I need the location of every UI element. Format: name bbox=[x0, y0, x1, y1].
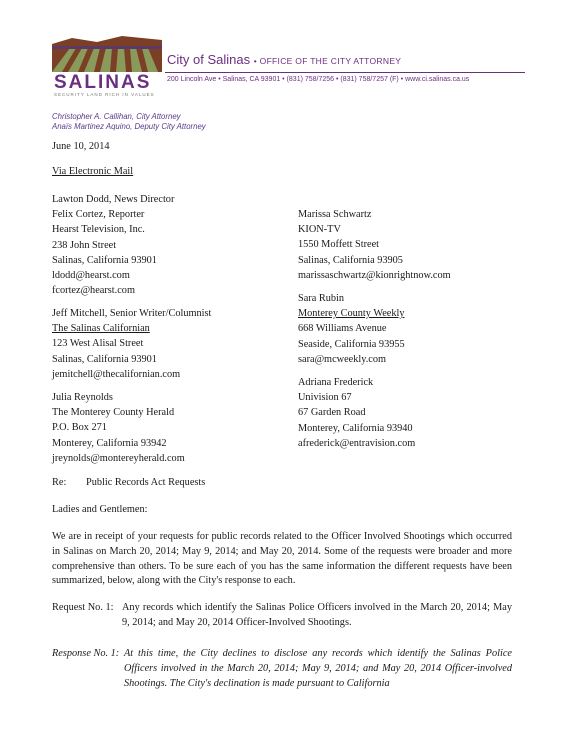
recipient-line: 238 John Street bbox=[52, 239, 117, 251]
recipient-line: Sara Rubin bbox=[298, 293, 345, 304]
recipient-line: Adriana Frederick bbox=[298, 377, 374, 388]
recipient-line: sara@mcweekly.com bbox=[298, 353, 387, 365]
recipient-line: Julia Reynolds bbox=[52, 392, 113, 403]
recipient-line: 668 Williams Avenue bbox=[298, 323, 387, 335]
recipient-line: Univision 67 bbox=[298, 392, 352, 404]
recipient-line: The Monterey County Herald bbox=[52, 407, 175, 419]
recipient-line: Seaside, California 93955 bbox=[298, 338, 405, 350]
attorney-line: Christopher A. Callihan, City Attorney bbox=[52, 112, 181, 121]
re-subject: Public Records Act Requests bbox=[86, 477, 206, 488]
recipient-line: Monterey, California 93942 bbox=[52, 437, 167, 449]
recipient-block bbox=[298, 207, 451, 283]
recipient-line: afrederick@entravision.com bbox=[298, 437, 416, 449]
letterhead-title bbox=[167, 52, 401, 67]
recipient-line: Jeff Mitchell, Senior Writer/Columnist bbox=[52, 308, 212, 319]
response-text: At this time, the City declines to disclose any records which identify the Salinas Police Officers involved in the March 20, 2014; May 9, 2014; and May 20, 2014 Officer-involved Shootings. The City's declination is made pursuant to California bbox=[124, 648, 512, 689]
recipient-line: 67 Garden Road bbox=[298, 407, 366, 419]
office-name: • OFFICE OF THE CITY ATTORNEY bbox=[253, 56, 402, 66]
recipient-line: Monterey County Weekly bbox=[298, 308, 405, 320]
recipient-line: 1550 Moffett Street bbox=[298, 239, 380, 251]
letterhead-address: 200 Lincoln Ave • Salinas, CA 93901 • (831) 758/7256 • (831) 758/7257 (F) • www.ci.salinas.ca.us bbox=[167, 76, 470, 83]
recipient-line: Salinas, California 93901 bbox=[52, 254, 157, 266]
response-item bbox=[52, 647, 512, 691]
city-name: City of Salinas bbox=[167, 52, 251, 67]
logo-tagline: SECURITY LAND RICH IN VALUES bbox=[54, 92, 155, 97]
recipient-line: The Salinas Californian bbox=[52, 323, 150, 335]
recipient-block bbox=[52, 390, 185, 466]
recipient-line: P.O. Box 271 bbox=[52, 422, 107, 434]
recipient-block bbox=[298, 291, 405, 367]
recipient-line: Hearst Television, Inc. bbox=[52, 224, 145, 236]
letter-date: June 10, 2014 bbox=[52, 141, 110, 152]
attorney-list bbox=[52, 112, 206, 132]
recipient-line: marissaschwartz@kionrightnow.com bbox=[298, 269, 451, 281]
re-label: Re: bbox=[52, 477, 67, 488]
intro-paragraph: We are in receipt of your requests for public records related to the Officer Involved Shootings which occurred in Salinas on March 20, 2014; May 9, 2014; and May 20, 2014. Some of the requests were broader and more comprehensive than others. To be sure each of you has the same information the different requests have been summarized, below, along with the City's response to each. bbox=[52, 531, 512, 587]
letterhead-divider bbox=[165, 72, 525, 73]
recipient-block bbox=[298, 375, 415, 451]
request-item bbox=[52, 601, 512, 631]
delivery-method: Via Electronic Mail bbox=[52, 166, 134, 177]
recipient-line: ldodd@hearst.com bbox=[52, 270, 130, 282]
recipient-line: fcortez@hearst.com bbox=[52, 285, 135, 297]
recipient-line: KION-TV bbox=[298, 224, 341, 236]
response-label: Response No. 1: bbox=[52, 648, 120, 659]
recipient-line: jemitchell@thecalifornian.com bbox=[52, 368, 181, 380]
recipient-line: Marissa Schwartz bbox=[298, 209, 372, 220]
recipient-line: Salinas, California 93905 bbox=[298, 254, 403, 266]
recipient-line: Monterey, California 93940 bbox=[298, 422, 413, 434]
logo-wordmark: SALINAS bbox=[54, 72, 152, 93]
recipient-line: jreynolds@montereyherald.com bbox=[52, 452, 185, 464]
recipient-line: 123 West Alisal Street bbox=[52, 338, 144, 350]
request-label: Request No. 1: bbox=[52, 602, 114, 613]
request-text: Any records which identify the Salinas Police Officers involved in the March 20, 2014; May 9, 2014; and May 20, 2014 Officer-Involved Shootings. bbox=[122, 602, 512, 628]
recipient-block bbox=[52, 306, 211, 382]
salutation: Ladies and Gentlemen: bbox=[52, 504, 148, 515]
recipient-block bbox=[52, 192, 174, 298]
recipient-line: Lawton Dodd, News Director bbox=[52, 194, 175, 205]
recipient-line: Salinas, California 93901 bbox=[52, 353, 157, 365]
attorney-line: Anaïs Martinez Aquino, Deputy City Attorney bbox=[52, 122, 206, 131]
recipient-line: Felix Cortez, Reporter bbox=[52, 209, 145, 221]
